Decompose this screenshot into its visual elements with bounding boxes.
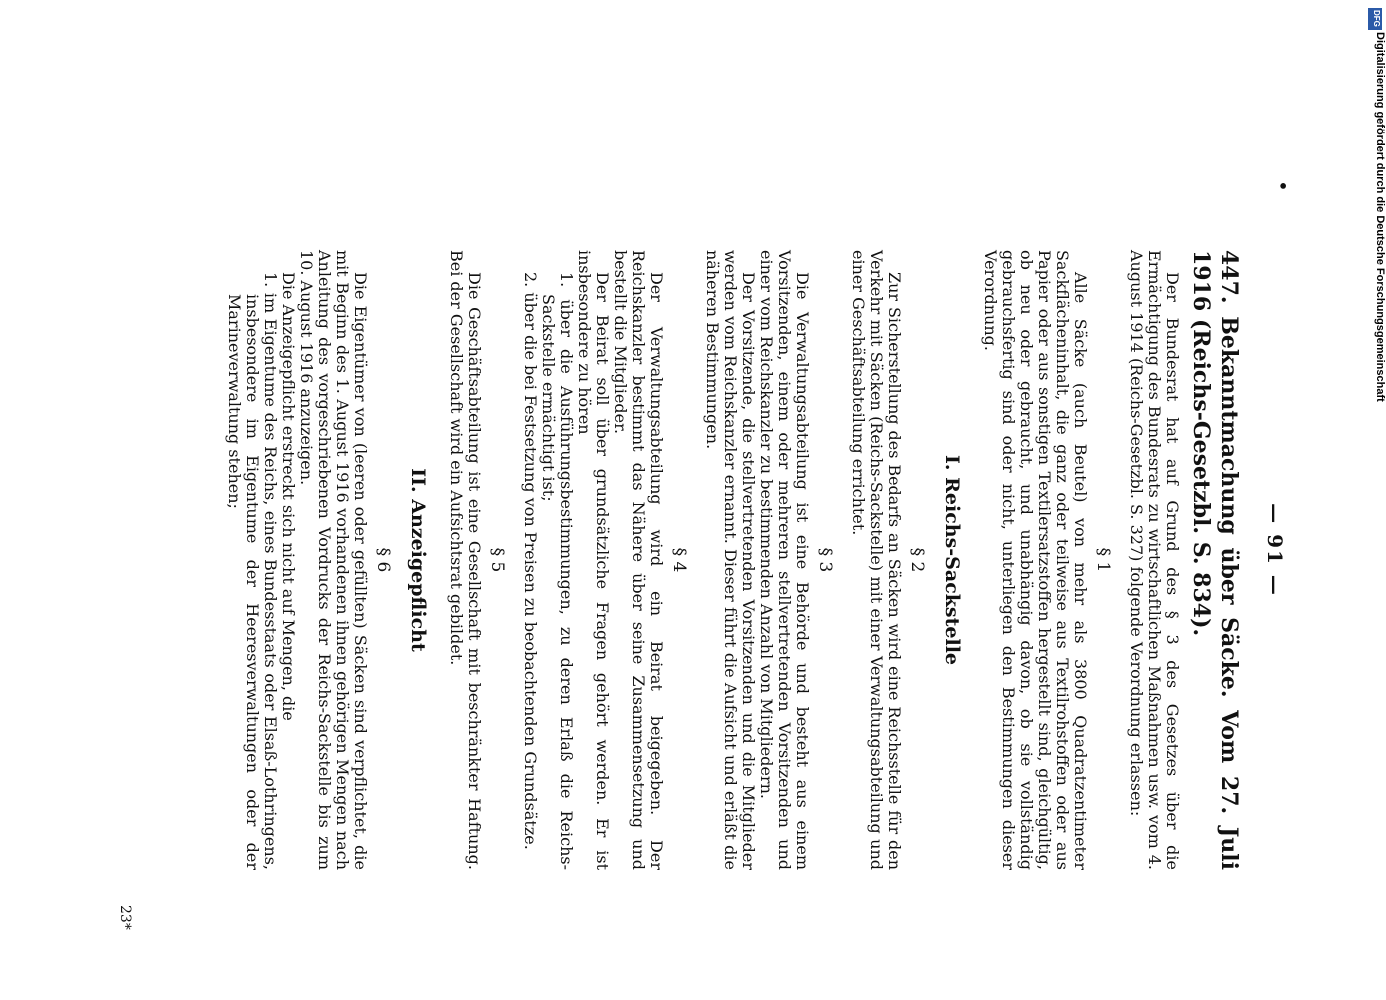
section-4-text-1: Der Verwaltungsabteilung wird ein Beirat beigegeben. Der Reichskanzler bestimmt das Nähere über seine Zusammensetzung und bestellt die Mitglieder.	[611, 250, 666, 870]
section-1-heading: § 1	[1093, 547, 1113, 573]
section-1-text: Alle Säcke (auch Beutel) von mehr als 3800 Quadratzentimeter Sackflächeninhalt, die ganz oder teilweise aus Textilrohstoffen oder aus Papier oder aus sonstigen Textilersatzstoffen hergestellt sind, gleichgültig, ob neu oder gebraucht, und unabhängig davon, ob sie vollständig gebrauchsfertig sind oder nicht, unterliegen den Bestimmungen dieser Verordnung.	[981, 250, 1090, 870]
dfg-logo-text: DFG	[1372, 10, 1381, 27]
section-5-heading: § 5	[487, 547, 507, 573]
body-text	[225, 250, 1181, 870]
page-number: — 91 —	[1263, 503, 1287, 597]
section-6-text-2: Die Anzeigepflicht erstreckt sich nicht auf Mengen, die	[279, 272, 298, 721]
dfg-logo	[1368, 8, 1382, 30]
section-6-item-1: 1. im Eigentume des Reichs, eines Bundesstaats oder Elsaß-Lothringens, insbesondere im Eigentume der Heeresverwaltungen oder der Marineverwaltung stehen;	[225, 272, 280, 870]
part-1-heading: I. Reichs-Sackstelle	[941, 454, 963, 666]
part-2-heading: II. Anzeigepflicht	[407, 468, 429, 652]
section-3-text-1: Die Verwaltungsabteilung ist eine Behörde und besteht aus einem Vorsitzenden, einem oder mehreren stellvertretenden Vorsitzenden und einer vom Reichskanzler zu bestimmenden Anzahl von Mitgliedern.	[757, 250, 812, 870]
section-6-text-1: Die Eigentümer von (leeren oder gefüllten) Säcken sind verpflichtet, die mit Beginn des 1. August 1916 vorhandenen ihnen gehörigen Mengen nach Anleitung des vorgeschriebenen Vordrucks der Reichs-Sackstelle bis zum 10. August 1916 anzuzeigen.	[297, 250, 370, 870]
section-6-heading: § 6	[373, 547, 393, 573]
section-4-text-2: Der Beirat soll über grundsätzliche Fragen gehört werden. Er ist insbesondere zu hören	[575, 250, 612, 870]
dfg-sidebar-text: Digitalisierung gefördert durch die Deutsche Forschungsgemeinschaft	[1374, 32, 1386, 402]
section-3-text-2: Der Vorsitzende, die stellvertretenden Vorsitzenden und die Mitglieder werden vom Reichskanzler ernannt. Dieser führt die Aufsicht und erläßt die näheren Bestimmungen.	[703, 250, 758, 870]
intro-paragraph: Der Bundesrat hat auf Grund des § 3 des Gesetzes über die Ermächtigung des Bundesrats zu wirtschaftlichen Maßnahmen usw. vom 4. August 1914 (Reichs-Gesetzbl. S. 327) folgende Verordnung erlassen:	[1127, 250, 1182, 870]
section-5-text: Die Geschäftsabteilung ist eine Gesellschaft mit beschränkter Haftung. Bei der Gesellschaft wird ein Aufsichtsrat gebildet.	[447, 250, 484, 870]
section-4-heading: § 4	[669, 547, 689, 573]
document-title: 447. Bekanntmachung über Säcke. Vom 27. Juli 1916 (Reichs-Gesetzbl. S. 834).	[1188, 250, 1242, 870]
section-4-item-2: 2. über die bei Festsetzung von Preisen zu beobachtenden Grundsätze.	[521, 272, 540, 850]
section-2-heading: § 2	[907, 547, 927, 573]
section-3-heading: § 3	[815, 547, 835, 573]
section-4-item-1: 1. über die Ausführungsbestimmungen, zu deren Erlaß die Reichs-Sackstelle ermächtigt ist;	[539, 272, 576, 870]
page-dot: •	[1271, 180, 1295, 192]
section-2-text: Zur Sicherstellung des Bedarfs an Säcken wird eine Reichsstelle für den Verkehr mit Säcken (Reichs-Sackstelle) mit einer Verwaltungsabteilung und einer Geschäftsabteilung errichtet.	[849, 250, 904, 870]
signature-mark: 23*	[117, 905, 133, 930]
